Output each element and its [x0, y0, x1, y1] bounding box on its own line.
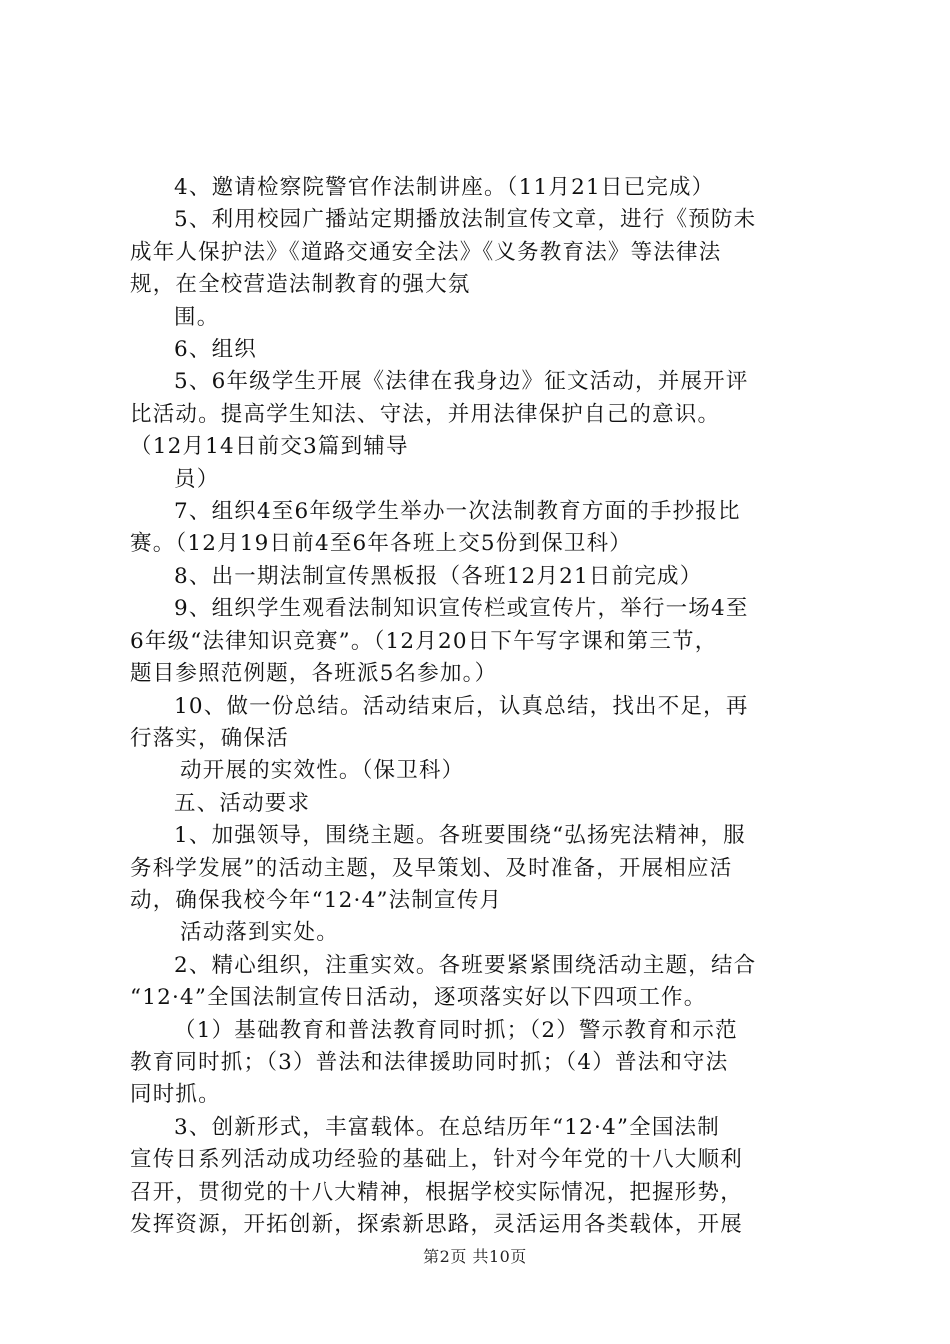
text-line: 宣传日系列活动成功经验的基础上，针对今年党的十八大顺利: [130, 1147, 743, 1173]
text-line: 教育同时抓；（3）普法和法律援助同时抓；（4）普法和守法: [130, 1049, 729, 1075]
text-line: 活动落到实处。: [180, 920, 339, 946]
text-line: 5、6年级学生开展《法律在我身边》征文活动，并展开评: [174, 369, 749, 395]
text-line: 7、组织4至6年级学生举办一次法制教育方面的手抄报比: [174, 499, 741, 525]
text-line: （1）基础教育和普法教育同时抓；（2）警示教育和示范: [174, 1017, 738, 1043]
text-line: 8、出一期法制宣传黑板报（各班12月21日前完成）: [174, 563, 703, 589]
text-line: 3、创新形式，丰富载体。在总结历年“12·4”全国法制: [174, 1114, 720, 1140]
text-line: 动，确保我校今年“12·4”法制宣传月: [130, 887, 503, 913]
text-line: 赛。（12月19日前4至6年各班上交5份到保卫科）: [130, 531, 633, 557]
text-line: 召开，贯彻党的十八大精神，根据学校实际情况，把握形势，: [130, 1179, 743, 1205]
text-line: 10、做一份总结。活动结束后，认真总结，找出不足，再: [174, 693, 749, 719]
text-line: “12·4”全国法制宣传日活动，逐项落实好以下四项工作。: [130, 985, 707, 1011]
text-line: 员）: [174, 466, 220, 492]
document-body: [130, 172, 832, 1241]
text-line: 1、加强领导，围绕主题。各班要围绕“弘扬宪法精神，服: [174, 823, 746, 849]
text-line: 比活动。提高学生知法、守法，并用法律保护自己的意识。: [130, 401, 721, 427]
text-line: 五、活动要求: [174, 790, 311, 816]
text-line: （12月14日前交3篇到辅导: [130, 434, 409, 460]
text-line: 题目参照范例题，各班派5名参加。）: [130, 661, 498, 687]
text-line: 动开展的实效性。（保卫科）: [180, 758, 465, 784]
text-line: 发挥资源，开拓创新，探索新思路，灵活运用各类载体，开展: [130, 1212, 743, 1237]
text-line: 成年人保护法》《道路交通安全法》《义务教育法》等法律法: [130, 239, 722, 265]
text-line: 6、组织: [174, 337, 257, 363]
text-line: 务科学发展”的活动主题，及早策划、及时准备，开展相应活: [130, 855, 733, 881]
text-line: 围。: [174, 304, 220, 330]
text-line: 2、精心组织，注重实效。各班要紧紧围绕活动主题，结合: [174, 952, 757, 978]
text-line: 5、利用校园广播站定期播放法制宣传文章，进行《预防未: [174, 207, 757, 233]
text-line: 同时抓。: [130, 1082, 221, 1108]
text-line: 规，在全校营造法制教育的强大氛: [130, 272, 471, 298]
text-line: 4、邀请检察院警官作法制讲座。（11月21日已完成）: [174, 175, 715, 200]
text-line: 6年级“法律知识竞赛”。（12月20日下午写字课和第三节，: [130, 628, 718, 654]
text-line: 9、组织学生观看法制知识宣传栏或宣传片，举行一场4至: [174, 596, 749, 622]
text-line: 行落实，确保活: [130, 725, 289, 751]
page-number-footer: 第2页 共10页: [423, 1247, 527, 1266]
